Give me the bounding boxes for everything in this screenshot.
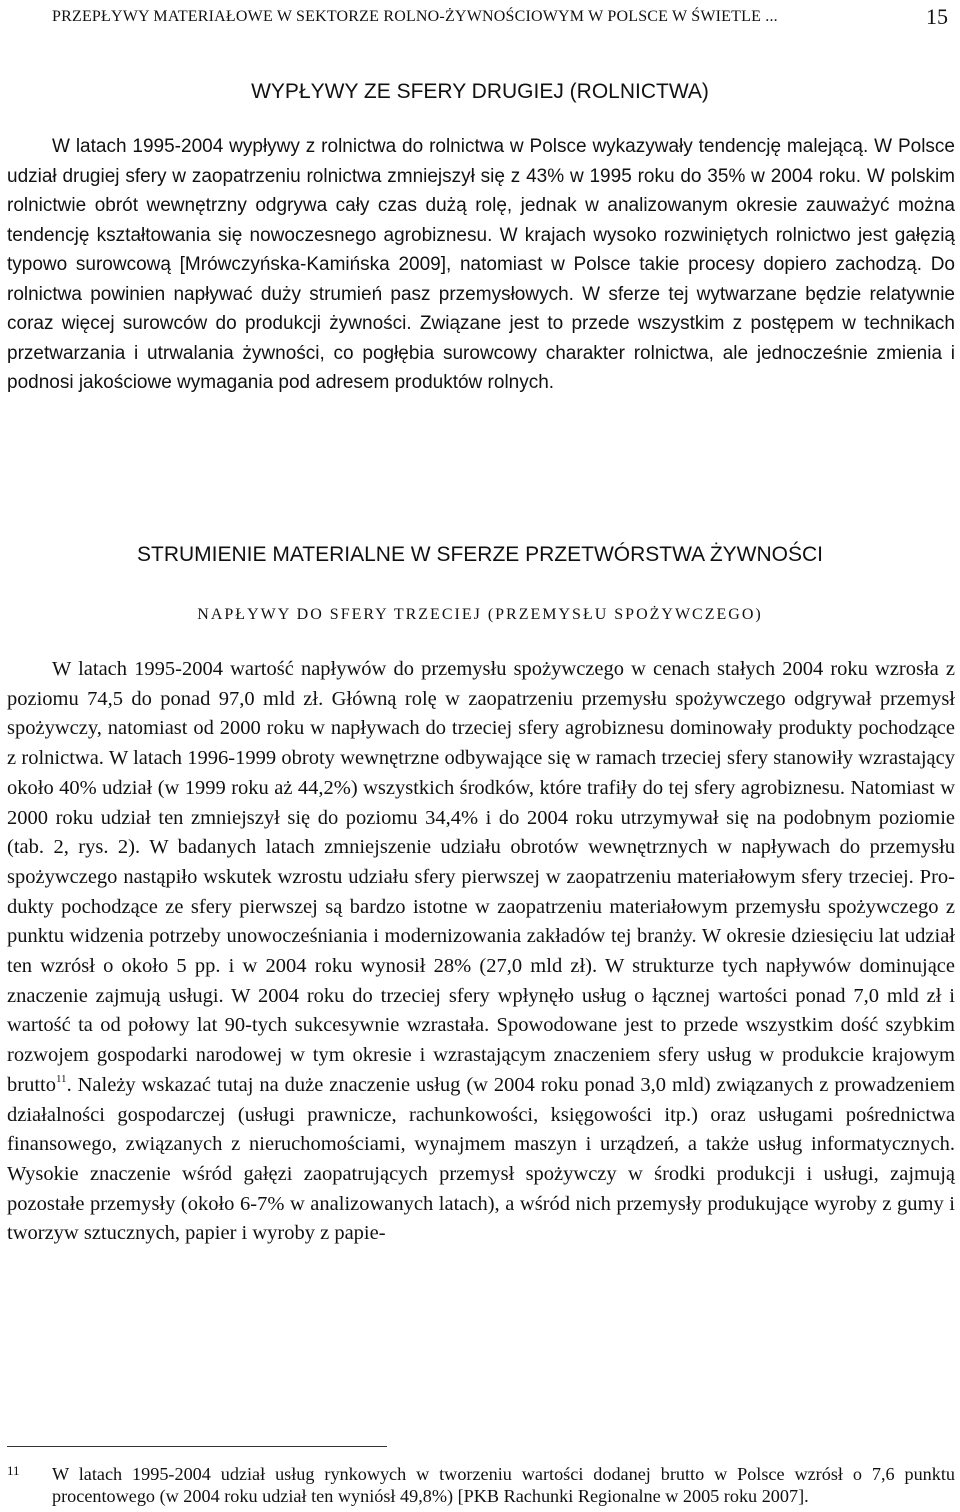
running-title: PRZEPŁYWY MATERIAŁOWE W SEKTORZE ROLNO-ŻYWNOŚCIOWYM W POLSCE W ŚWIETLE ... [52,8,778,25]
running-header [0,6,960,30]
section-heading-outflows: WYPŁYWY ZE SFERY DRUGIEJ (ROLNICTWA) [251,80,709,103]
subsection-heading-inflows: NAPŁYWY DO SFERY TRZECIEJ (PRZEMYSŁU SPOŻYWCZEGO) [197,606,763,623]
paragraph-food-industry-inflows [7,655,955,1249]
paragraph-agriculture-outflows: W latach 1995-2004 wypływy z rolnictwa do rolnictwa w Polsce wykazywały tendencję malejącą. W Polsce udział drugiej sfery w zaopatrzeniu rolnictwa zmniejszył się z 43% w 1995 roku do 35% w 2004 roku. W polskim rolnictwie obrót wewnętrzny odgrywa cały czas dużą rolę, jednak w analizowanym okresie zauważyć można tendencję kształtowania się nowoczesnego agrobiznesu. W krajach wysoko rozwiniętych rolnictwo jest gałęzią typowo surowcową [Mrówczyńska-Kamińska 2009], natomiast w Polsce takie procesy dopiero zachodzą. Do rolnictwa powinien napływać duży strumień pasz przemysłowych. W sferze tej wytwarzane będzie relatywnie coraz więcej surowców do produkcji żywności. Związane jest to przede wszystkim z postępem w technikach przetwarzania i utrwalania żywności, co pogłębia surowcowy charakter rolnictwa, ale jednocześnie zmienia i podnosi jakościowe wymagania pod adresem produktów rolnych. [7,136,955,393]
paragraph-text-part-2: . Należy wskazać tutaj na duże znaczenie usług (w 2004 roku ponad 3,0 mld) związanych z prowadzeniem działalności gospodarczej (usługi prawnicze, rachunkowości, księgowości itp.) oraz usługami pośrednictwa finansowego, związanych z nieruchomościami, wynajmem maszyn i urządzeń, a także usług informatycznych. Wysokie znaczenie wśród gałęzi zaopatrujących przemysł spożywczy w środki produkcji i usługi, zajmują pozostałe przemysły (około 6-7% w analizowanych latach), a wśród nich przemysły produkujące wyroby z gumy i tworzyw sztucznych, papier i wyroby z papie- [7,1073,955,1245]
footnote-text: W latach 1995-2004 udział usług rynkowych w tworzeniu wartości dodanej brutto w Polsce wzrósł o 7,6 punktu procentowego (w 2004 roku udział ten wyniósł 49,8%) [PKB Rachunki Regionalne w 2005 roku 2007]. [52,1464,955,1506]
page-number: 15 [926,4,948,29]
footnote-divider [7,1446,387,1447]
footnote-marker: 11 [7,1463,20,1478]
footnote-reference[interactable]: 11 [55,1072,67,1085]
footnote [7,1463,955,1507]
section-heading-material-flows: STRUMIENIE MATERIALNE W SFERZE PRZETWÓRSTWA ŻYWNOŚCI [136,543,824,566]
paragraph-text-part-1: W latach 1995-2004 wartość napływów do przemysłu spożywczego w cenach stałych 2004 roku wzrosła z poziomu 74,5 do ponad 97,0 mld zł. Główną rolę w zaopatrzeniu przemysłu spożywczego odgrywał przemysł spożywczy, natomiast od 2000 roku w napływach do trzeciej sfery agrobiznesu dominowały produkty pochodzące z rolnictwa. W latach 1996-1999 obroty wewnętrzne odbywające się w ramach trzeciej sfery stanowiły wzrastający około 40% udział (w 1999 roku aż 44,2%) wszystkich środków, które trafiły do tej sfery agrobiznesu. Natomiast w 2000 roku udział ten zmniejszył się do poziomu 34,4% i do 2004 roku utrzymywał się na podobnym poziomie (tab. 2, rys. 2). W badanych latach zmniejszenie udziału obrotów wewnętrznych w napływach do przemysłu spożywczego nastąpiło wskutek wzrostu udziału sfery pierwszej w zaopatrzeniu materiałowym sfery trzeciej. Produkty pochodzące ze sfery pierwszej są bardzo istotne w zaopatrzeniu materiałowym przemysłu spożywczego z punktu widzenia potrzeby unowocześniania i modernizowania zakładów tej branży. W okresie dziesięciu lat udział ten wzrósł o około 5 pp. i w 2004 roku wynosił 28% (27,0 mld zł). W strukturze tych napływów dominujące znaczenie zajmują usługi. W 2004 roku do trzeciej sfery wpłynęło usług o łącznej wartości ponad 7,0 mld zł i wartość ta od połowy lat 90-tych sukcesywnie wzrastała. Spowodowane jest to przede wszystkim dość szybkim rozwojem gospodarki narodowej w tym okresie i wzrastającym znaczeniem sfery usług w produkcie krajowym brutto [7,658,955,1096]
